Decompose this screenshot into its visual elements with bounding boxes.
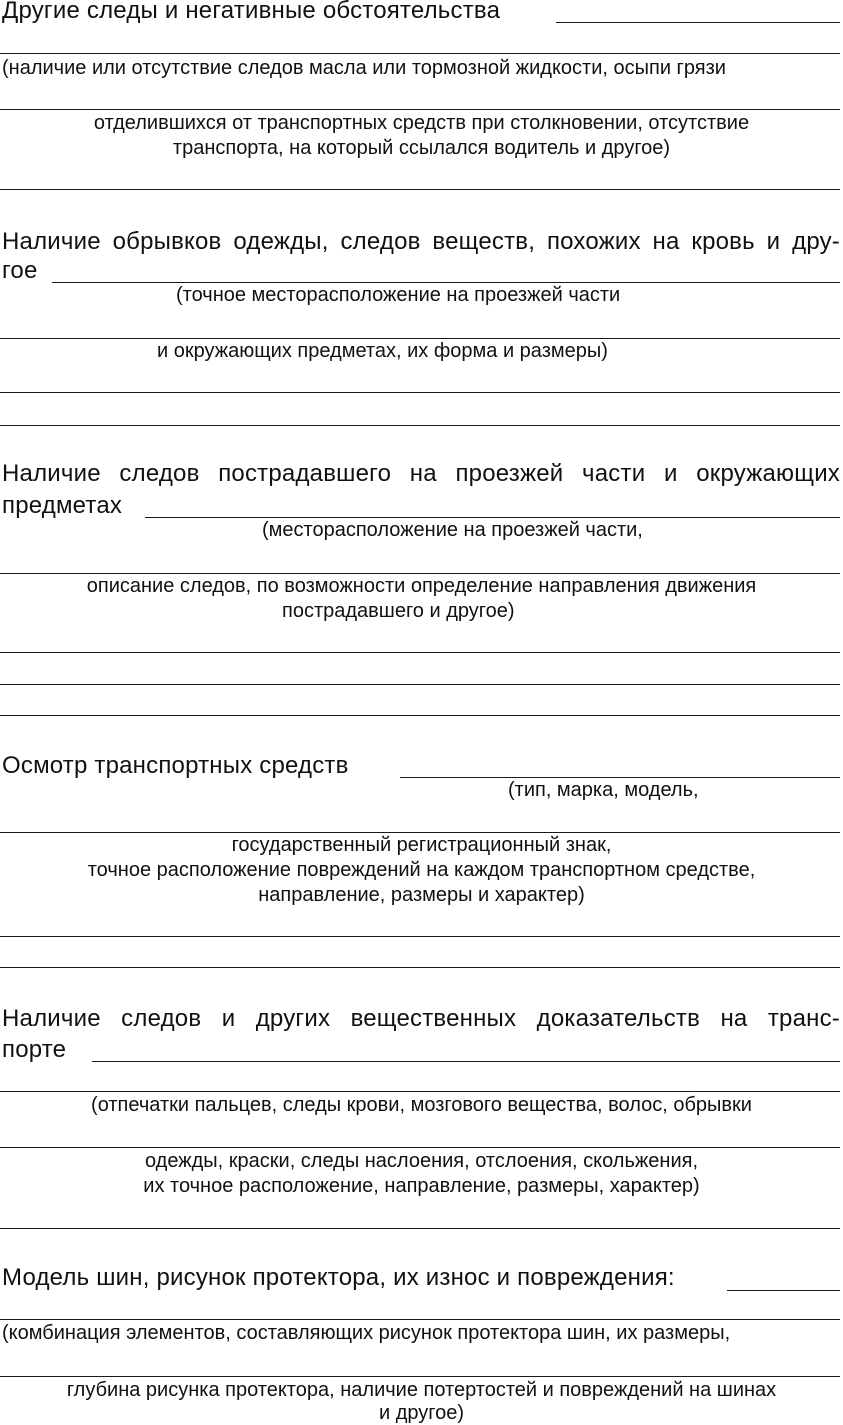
evidence-label: Наличие следов и других вещественных доказательств на транс- bbox=[2, 1005, 840, 1032]
victim-traces-label: предметах bbox=[2, 492, 123, 519]
clothing-scraps-line[interactable] bbox=[0, 338, 840, 339]
clothing-scraps-label: гое bbox=[2, 257, 38, 284]
clothing-scraps-line[interactable] bbox=[0, 392, 840, 393]
evidence-hint: (отпечатки пальцев, следы крови, мозгового вещества, волос, обрывки bbox=[91, 1094, 752, 1116]
victim-traces-hint: пострадавшего и другое) bbox=[282, 600, 515, 622]
other-traces-line[interactable] bbox=[0, 189, 840, 190]
victim-traces-hint: описание следов, по возможности определение направления движения bbox=[86, 575, 757, 597]
victim-traces-line[interactable] bbox=[0, 652, 840, 653]
tire-model-line[interactable] bbox=[0, 1319, 840, 1320]
clothing-scraps-field[interactable] bbox=[52, 282, 840, 283]
victim-traces-label: Наличие следов пострадавшего на проезжей части и окружающих bbox=[2, 460, 840, 487]
tire-model-hint: и другое) bbox=[378, 1402, 465, 1424]
evidence-line[interactable] bbox=[0, 1147, 840, 1148]
other-traces-label: Другие следы и негативные обстоятельства bbox=[2, 0, 501, 24]
other-traces-line[interactable] bbox=[0, 109, 840, 110]
vehicle-inspection-line[interactable] bbox=[0, 832, 840, 833]
clothing-scraps-line[interactable] bbox=[0, 425, 840, 426]
clothing-scraps-hint: (точное месторасположение на проезжей части bbox=[176, 284, 621, 306]
vehicle-inspection-line[interactable] bbox=[0, 936, 840, 937]
other-traces-hint: (наличие или отсутствие следов масла или тормозной жидкости, осыпи грязи bbox=[2, 57, 726, 79]
tire-model-hint: глубина рисунка протектора, наличие потертостей и повреждений на шинах bbox=[66, 1379, 777, 1401]
vehicle-inspection-line[interactable] bbox=[0, 967, 840, 968]
victim-traces-hint: (месторасположение на проезжей части, bbox=[262, 519, 643, 541]
evidence-hint: одежды, краски, следы наслоения, отслоения, скольжения, bbox=[144, 1150, 699, 1172]
evidence-line[interactable] bbox=[0, 1228, 840, 1229]
victim-traces-line[interactable] bbox=[0, 715, 840, 716]
tire-model-hint: (комбинация элементов, составляющих рисунок протектора шин, их размеры, bbox=[2, 1322, 731, 1344]
evidence-field[interactable] bbox=[92, 1061, 840, 1062]
tire-model-line[interactable] bbox=[0, 1376, 840, 1377]
evidence-line[interactable] bbox=[0, 1091, 840, 1092]
vehicle-inspection-hint: государственный регистрационный знак, bbox=[231, 834, 612, 856]
other-traces-hint: транспорта, на который ссылался водитель и другое) bbox=[172, 137, 671, 159]
other-traces-hint: отделившихся от транспортных средств при столкновении, отсутствие bbox=[93, 112, 750, 134]
vehicle-inspection-field[interactable] bbox=[400, 777, 840, 778]
evidence-hint: их точное расположение, направление, размеры, характер) bbox=[143, 1175, 700, 1197]
clothing-scraps-label: Наличие обрывков одежды, следов веществ, похожих на кровь и дру- bbox=[2, 228, 840, 255]
vehicle-inspection-hint: точное расположение повреждений на каждом транспортном средстве, bbox=[87, 859, 756, 881]
victim-traces-field[interactable] bbox=[145, 517, 840, 518]
vehicle-inspection-label: Осмотр транспортных средств bbox=[2, 752, 349, 779]
clothing-scraps-hint: и окружающих предметах, их форма и размеры) bbox=[157, 340, 608, 362]
victim-traces-line[interactable] bbox=[0, 684, 840, 685]
evidence-label: порте bbox=[2, 1036, 67, 1063]
other-traces-field[interactable] bbox=[556, 22, 840, 23]
victim-traces-line[interactable] bbox=[0, 573, 840, 574]
vehicle-inspection-hint: (тип, марка, модель, bbox=[508, 779, 699, 801]
vehicle-inspection-hint: направление, размеры и характер) bbox=[258, 884, 585, 906]
other-traces-line[interactable] bbox=[0, 53, 840, 54]
tire-model-label: Модель шин, рисунок протектора, их износ и повреждения: bbox=[2, 1264, 675, 1291]
tire-model-field[interactable] bbox=[727, 1290, 840, 1291]
